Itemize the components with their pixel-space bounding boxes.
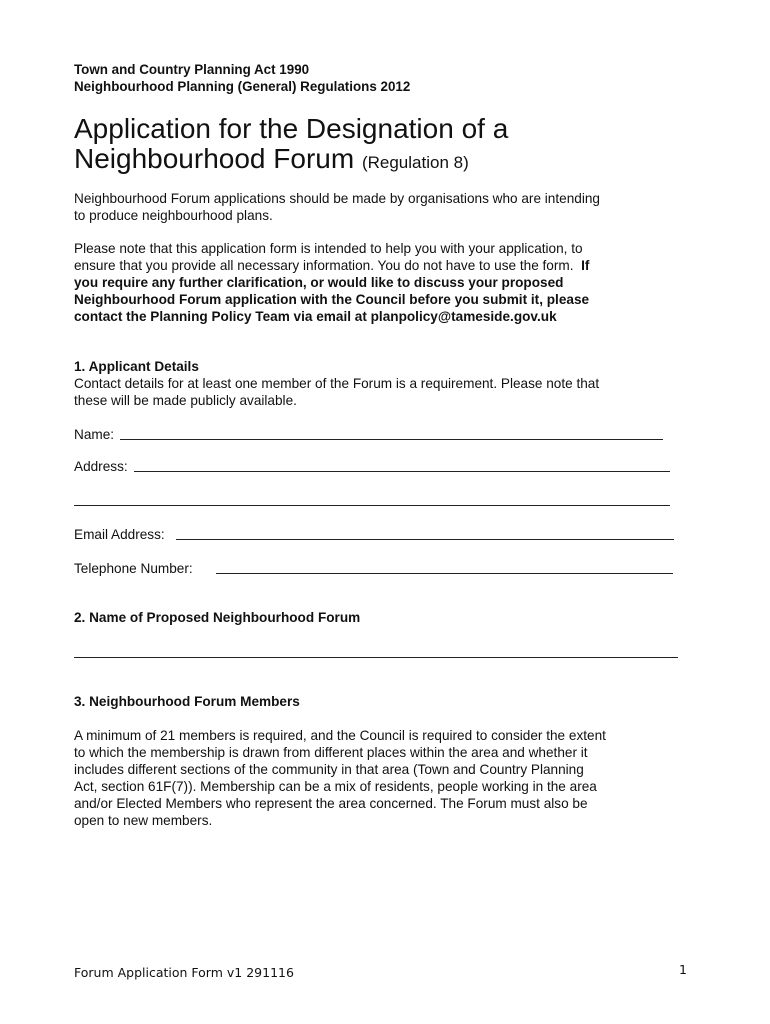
address-field-line-1[interactable] — [134, 471, 670, 472]
intro-paragraph-1-line-1: Neighbourhood Forum applications should be made by organisations who are intending — [74, 191, 600, 206]
intro-note-text: ensure that you provide all necessary information. You do not have to use the form. — [74, 258, 574, 273]
intro-paragraph-2-line-5: contact the Planning Policy Team via email at planpolicy@tameside.gov.uk — [74, 309, 557, 324]
intro-paragraph-2-line-2 — [74, 257, 589, 274]
section-3-heading: 3. Neighbourhood Forum Members — [74, 694, 300, 709]
section-3-text-line-1: A minimum of 21 members is required, and the Council is required to consider the extent — [74, 728, 606, 743]
intro-paragraph-2-line-1: Please note that this application form is intended to help you with your application, to — [74, 241, 583, 256]
address-label: Address: — [74, 459, 128, 474]
regulations-title: Neighbourhood Planning (General) Regulations 2012 — [74, 79, 411, 94]
page-number: 1 — [679, 962, 687, 977]
footer-document-reference: Forum Application Form v1 291116 — [74, 965, 294, 980]
page-title-line-1: Application for the Designation of a — [74, 113, 509, 144]
page-title-main: Neighbourhood Forum — [74, 143, 355, 174]
section-2-heading: 2. Name of Proposed Neighbourhood Forum — [74, 610, 361, 625]
section-3-text-line-2: to which the membership is drawn from different places within the area and whether it — [74, 745, 588, 760]
section-1-description-line-2: these will be made publicly available. — [74, 393, 297, 408]
telephone-label: Telephone Number: — [74, 561, 193, 576]
email-field[interactable] — [176, 539, 674, 540]
section-1-heading: 1. Applicant Details — [74, 359, 199, 374]
name-label: Name: — [74, 427, 115, 442]
act-title: Town and Country Planning Act 1990 — [74, 62, 310, 77]
section-1-description-line-1: Contact details for at least one member of the Forum is a requirement. Please note that — [74, 376, 600, 391]
forum-name-field[interactable] — [74, 657, 678, 658]
address-field-line-2[interactable] — [74, 505, 670, 506]
intro-paragraph-1-line-2: to produce neighbourhood plans. — [74, 208, 273, 223]
intro-paragraph-2-line-3: you require any further clarification, or would like to discuss your proposed — [74, 275, 564, 290]
section-3-text-line-3: includes different sections of the community in that area (Town and Country Planning — [74, 762, 584, 777]
page-title-line-2 — [74, 143, 469, 179]
section-3-text-line-4: Act, section 61F(7)). Membership can be a mix of residents, people working in the area — [74, 779, 597, 794]
email-label: Email Address: — [74, 527, 165, 542]
intro-note-bold: If — [581, 258, 590, 273]
intro-paragraph-2-line-4: Neighbourhood Forum application with the Council before you submit it, please — [74, 292, 590, 307]
page-title-regulation: (Regulation 8) — [361, 153, 469, 172]
telephone-field[interactable] — [216, 573, 673, 574]
section-3-text-line-6: open to new members. — [74, 813, 213, 828]
name-field[interactable] — [120, 439, 663, 440]
section-3-text-line-5: and/or Elected Members who represent the area concerned. The Forum must also be — [74, 796, 588, 811]
